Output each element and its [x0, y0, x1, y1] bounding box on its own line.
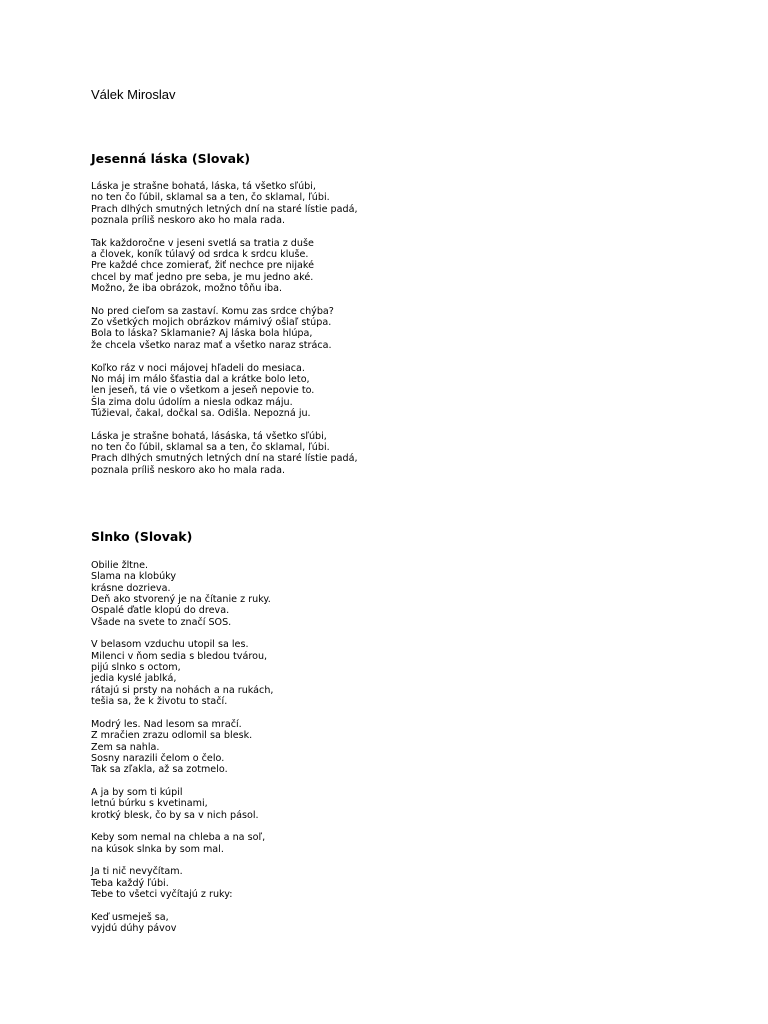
poem-title: Jesenná láska (Slovak)	[91, 151, 251, 166]
poem-line: Zem sa nahla.	[91, 741, 160, 753]
poem-line: Pre každé chce zomierať, žiť nechce pre nijaké	[91, 260, 314, 272]
poem-line: Túžieval, čakal, dočkal sa. Odišla. Nepozná ju.	[91, 407, 311, 419]
poem-line: Koľko ráz v noci májovej hľadeli do mesiaca.	[91, 362, 305, 374]
poem-line: Tebe to všetci vyčítajú z ruky:	[91, 888, 233, 900]
poem-stanza	[91, 787, 273, 821]
poem-line: krotký blesk, čo by sa v nich pásol.	[91, 809, 259, 821]
poem-line: Keby som nemal na chleba a na soľ,	[91, 832, 266, 844]
poem-line: Možno, že iba obrázok, možno tôňu iba.	[91, 283, 283, 295]
poem-line: Z mračien zrazu odlomil sa blesk.	[91, 730, 253, 742]
poem-line: že chcela všetko naraz mať a všetko naraz stráca.	[91, 339, 332, 351]
poem-line: Prach dlhých smutných letných dní na staré lístie padá,	[91, 203, 358, 215]
poem-line: Tak každoročne v jeseni svetlá sa tratia z duše	[91, 237, 314, 249]
poem-body	[91, 181, 358, 476]
poem-line: no ten čo ľúbil, sklamal sa a ten, čo sklamal, ľúbi.	[91, 441, 330, 453]
poem-stanza	[91, 866, 273, 900]
poem-line: Deň ako stvorený je na čítanie z ruky.	[91, 594, 271, 606]
poem-line: Zo všetkých mojich obrázkov mámivý ošiaľ stúpa.	[91, 317, 332, 329]
poem-line: pijú slnko s octom,	[91, 662, 181, 674]
poem-line: No máj im málo šťastia dal a krátke bolo leto,	[91, 373, 310, 385]
poem-stanza	[91, 912, 273, 935]
poem-line: Teba každý ľúbi.	[91, 877, 169, 889]
poem-line: vyjdú dúhy pávov	[91, 923, 177, 934]
poem-line: jedia kyslé jablká,	[91, 673, 177, 685]
poem-line: rátajú si prsty na nohách a na rukách,	[91, 684, 274, 696]
poem-line: a človek, koník túlavý od srdca k srdcu kluše.	[91, 249, 309, 261]
poem-stanza	[91, 306, 358, 351]
poem-line: na kúsok slnka by som mal.	[91, 843, 224, 855]
poem-stanza	[91, 431, 358, 476]
poem-stanza	[91, 639, 273, 707]
poem-line: poznala príliš neskoro ako ho mala rada.	[91, 215, 286, 227]
poem-line: Obilie žltne.	[91, 560, 149, 571]
poem-line: Sosny narazili čelom o čelo.	[91, 752, 225, 764]
poem-line: tešia sa, že k životu to stačí.	[91, 696, 228, 708]
poem-line: Keď usmeješ sa,	[91, 911, 169, 923]
poem-line: Láska je strašne bohatá, lásáska, tá všetko sľúbi,	[91, 430, 327, 442]
poem-line: Všade na svete to značí SOS.	[91, 616, 232, 628]
poem-stanza	[91, 363, 358, 420]
poem-line: Milenci v ňom sedia s bledou tvárou,	[91, 650, 268, 662]
poem-line: A ja by som ti kúpil	[91, 786, 183, 798]
poem-line: Modrý les. Nad lesom sa mračí.	[91, 718, 242, 730]
poem-line: Bola to láska? Sklamanie? Aj láska bola hlúpa,	[91, 328, 313, 340]
poem-line: Šla zima dolu údolím a niesla odkaz máju.	[91, 396, 293, 408]
poem-stanza	[91, 181, 358, 226]
poem-line: V belasom vzduchu utopil sa les.	[91, 639, 249, 651]
poem-line: Tak sa zľakla, až sa zotmelo.	[91, 764, 228, 776]
poem-line: Slama na klobúky	[91, 571, 177, 583]
poem-line: len jeseň, tá vie o všetkom a jeseň nepovie to.	[91, 385, 315, 397]
poem-line: chcel by mať jedno pre seba, je mu jedno aké.	[91, 271, 314, 283]
poem-line: krásne dozrieva.	[91, 582, 171, 594]
poem-stanza	[91, 560, 273, 628]
poem-stanza	[91, 832, 273, 855]
poem-line: Ja ti nič nevyčítam.	[91, 866, 183, 878]
poem-line: No pred cieľom sa zastaví. Komu zas srdce chýba?	[91, 305, 334, 317]
poem-line: Ospalé ďatle klopú do dreva.	[91, 605, 230, 617]
poem-title: Slnko (Slovak)	[91, 529, 193, 544]
author-name: Válek Miroslav	[91, 87, 176, 102]
poem-line: poznala príliš neskoro ako ho mala rada.	[91, 464, 286, 476]
poem-line: Prach dlhých smutných letných dní na staré lístie padá,	[91, 453, 358, 465]
poem-line: Láska je strašne bohatá, láska, tá všetko sľúbi,	[91, 181, 316, 192]
poem-stanza	[91, 719, 273, 776]
poem-body	[91, 560, 273, 934]
poem-stanza	[91, 238, 358, 295]
poem-line: letnú búrku s kvetinami,	[91, 798, 208, 810]
poem-line: no ten čo ľúbil, sklamal sa a ten, čo sklamal, ľúbi.	[91, 192, 330, 204]
